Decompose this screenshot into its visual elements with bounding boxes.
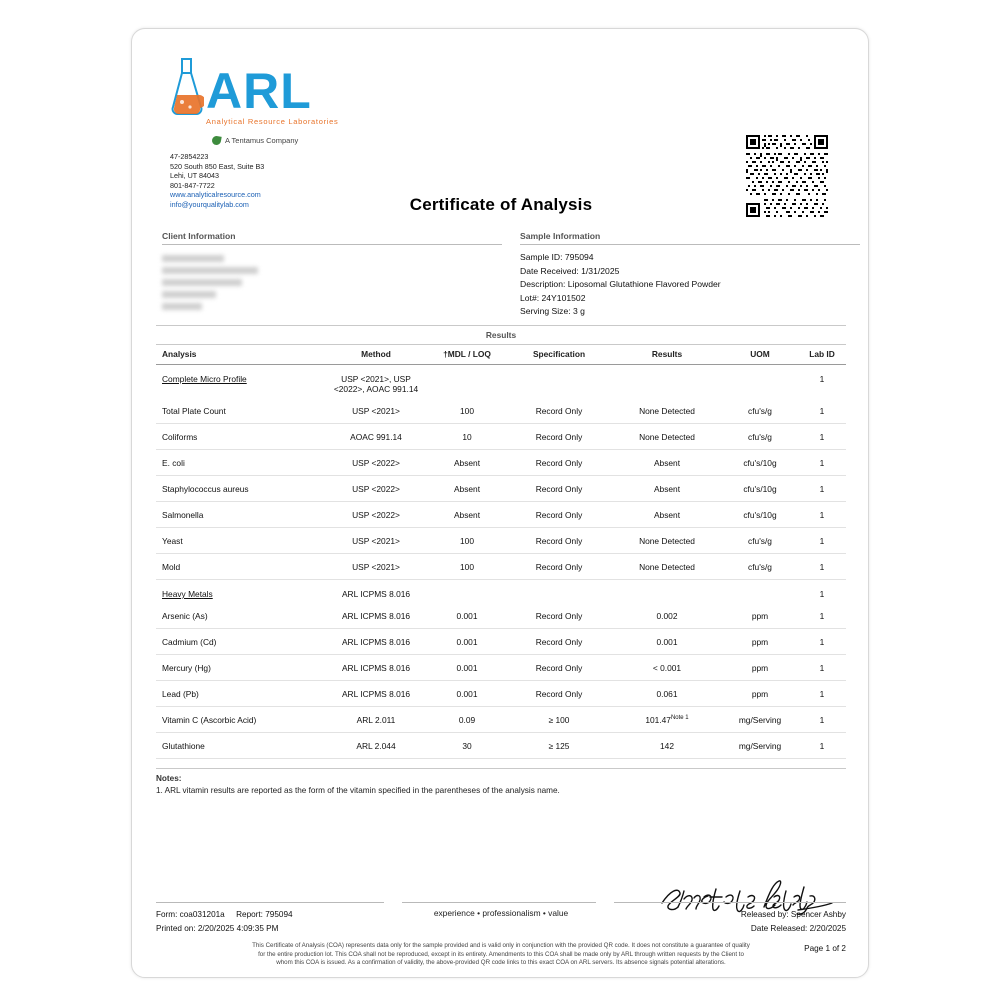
spec-cell: Record Only [506,398,612,424]
table-row [156,365,846,399]
footer-divider [156,902,846,903]
analysis-cell: Glutathione [156,733,324,759]
method-cell: ARL ICPMS 8.016 [324,681,428,707]
logo-wordmark: ARL [206,63,312,119]
table-row [156,603,846,629]
spec-cell: Record Only [506,655,612,681]
redacted-text [162,267,258,274]
table-row [156,398,846,424]
analysis-cell: Vitamin C (Ascorbic Acid) [156,707,324,733]
method-cell: USP <2021> [324,554,428,580]
leaf-icon [211,135,221,145]
results-table-body [156,365,846,759]
mdl-cell: Absent [428,476,506,502]
page-title: Certificate of Analysis [409,195,593,214]
mdl-cell: Absent [428,502,506,528]
account-number: 47-2854223 [170,152,209,161]
printed-on: Printed on: 2/20/2025 4:09:35 PM [156,924,279,934]
method-cell: ARL 2.011 [324,707,428,733]
spec-cell [506,365,612,399]
result-value: 101.47 [645,714,671,725]
redacted-text [162,303,202,310]
uom-cell: mg/Serving [722,733,798,759]
analysis-cell: Salmonella [156,502,324,528]
method-cell: AOAC 991.14 [324,424,428,450]
arl-logo [170,57,420,210]
mdl-cell: 0.001 [428,629,506,655]
result-cell: None Detected [612,398,722,424]
lab-id-cell: 1 [798,528,846,554]
lab-id-cell: 1 [798,733,846,759]
column-header-results: Results [612,345,722,365]
result-cell: Absent [612,450,722,476]
spec-cell [506,580,612,604]
mdl-cell: 100 [428,554,506,580]
results-table [156,344,846,759]
spec-cell: Record Only [506,554,612,580]
column-header-specification: Specification [506,345,612,365]
method-cell: USP <2021> [324,398,428,424]
company-tagline: experience • professionalism • value [433,908,569,919]
table-row [156,424,846,450]
results-band-label: Results [156,325,846,344]
lab-id-cell: 1 [798,655,846,681]
table-row [156,554,846,580]
result-note-marker: Note 1 [670,714,689,721]
information-section [156,231,846,323]
table-row [156,681,846,707]
spec-cell: Record Only [506,476,612,502]
mdl-cell: 30 [428,733,506,759]
uom-cell: cfu's/g [722,424,798,450]
column-header-uom: UOM [722,345,798,365]
table-row [156,476,846,502]
result-cell [612,365,722,399]
method-cell: ARL ICPMS 8.016 [324,629,428,655]
lab-id-cell: 1 [798,554,846,580]
lab-id-cell: 1 [798,450,846,476]
result-cell: < 0.001 [612,655,722,681]
analysis-cell: Staphylococcus aureus [156,476,324,502]
method-cell: ARL ICPMS 8.016 [324,655,428,681]
analysis-cell: Coliforms [156,424,324,450]
uom-cell [722,365,798,399]
uom-cell: ppm [722,629,798,655]
result-cell: Absent [612,502,722,528]
tentamus-line [212,136,420,145]
phone-number: 801-847-7722 [170,180,215,190]
result-cell: None Detected [612,554,722,580]
result-cell: 0.061 [612,681,722,707]
form-number: Form: coa031201a [156,910,225,920]
certificate-sheet [131,28,869,978]
analysis-cell: Total Plate Count [156,398,324,424]
analysis-cell: Arsenic (As) [156,603,324,629]
table-row [156,450,846,476]
column-header-mdl-loq: †MDL / LOQ [428,345,506,365]
table-row [156,528,846,554]
date-received: Date Received: 1/31/2025 [520,265,620,276]
mdl-cell: 100 [428,398,506,424]
analysis-cell: E. coli [156,450,324,476]
sample-information-heading: Sample Information [520,231,860,245]
uom-cell: ppm [722,655,798,681]
spec-cell: ≥ 125 [506,733,612,759]
client-information-body [162,245,502,310]
spec-cell: Record Only [506,528,612,554]
analysis-cell: Mercury (Hg) [156,655,324,681]
analysis-cell: Mold [156,554,324,580]
method-cell: ARL ICPMS 8.016 [341,589,411,599]
method-cell: USP <2022> [324,502,428,528]
uom-cell: cfu's/g [722,554,798,580]
lab-id-cell: 1 [798,476,846,502]
sample-id: Sample ID: 795094 [520,252,594,262]
note-item: 1. ARL vitamin results are reported as the form of the vitamin specified in the parentheses of the analysis name. [156,786,560,795]
lab-id-cell: 1 [798,603,846,629]
mdl-cell: 0.09 [428,707,506,733]
column-header-lab-id: Lab ID [798,345,846,365]
report-number: Report: 795094 [236,910,293,920]
analysis-cell: Lead (Pb) [156,681,324,707]
analysis-cell: Cadmium (Cd) [156,629,324,655]
column-header-method: Method [324,345,428,365]
result-cell [612,707,722,733]
analysis-group-label: Heavy Metals [162,589,213,599]
analysis-group-label: Complete Micro Profile [162,374,247,384]
table-row [156,629,846,655]
redacted-text [162,255,224,262]
document-footer [156,902,846,967]
lab-id-cell: 1 [819,589,825,599]
sample-information-panel [520,231,860,319]
lab-id-cell: 1 [798,629,846,655]
mdl-cell: 0.001 [428,655,506,681]
website-link[interactable]: www.analyticalresource.com [170,190,261,200]
method-cell: ARL 2.044 [324,733,428,759]
analysis-cell: Yeast [156,528,324,554]
mdl-cell [428,365,506,399]
street-address: 520 South 850 East, Suite B3 [170,161,265,171]
spec-cell: Record Only [506,424,612,450]
table-header-row [156,345,846,365]
mdl-cell: 100 [428,528,506,554]
footer-right [631,908,846,936]
serving-size: Serving Size: 3 g [520,306,585,316]
email-link[interactable]: info@yourqualitylab.com [170,199,249,209]
result-cell: Absent [612,476,722,502]
mdl-cell: Absent [428,450,506,476]
spec-cell: ≥ 100 [506,707,612,733]
uom-cell: cfu's/10g [722,450,798,476]
city-state-zip: Lehi, UT 84043 [170,171,220,181]
date-released: Date Released: 2/20/2025 [750,924,846,934]
table-row [156,655,846,681]
result-cell: None Detected [612,528,722,554]
document-header [156,47,846,227]
spec-cell: Record Only [506,629,612,655]
lot-number: Lot#: 24Y101502 [520,292,586,303]
flask-icon [170,57,204,115]
lab-id-cell: 1 [798,398,846,424]
mdl-cell: 0.001 [428,681,506,707]
logo-tagline: Analytical Resource Laboratories [206,117,339,126]
footer-left [156,908,371,936]
mdl-cell: 0.001 [428,603,506,629]
result-cell: 0.001 [612,629,722,655]
table-row [156,707,846,733]
method-cell: USP <2021>, USP <2022>, AOAC 991.14 [333,374,419,394]
spec-cell: Record Only [506,502,612,528]
client-information-heading: Client Information [162,231,502,245]
method-cell: USP <2021> [324,528,428,554]
method-cell: USP <2022> [324,450,428,476]
spec-cell: Record Only [506,681,612,707]
uom-cell: cfu's/10g [722,476,798,502]
redacted-text [162,291,216,298]
lab-id-cell: 1 [798,707,846,733]
lab-id-cell: 1 [819,374,825,384]
lab-id-cell: 1 [798,502,846,528]
uom-cell [722,580,798,604]
result-cell: None Detected [612,424,722,450]
tentamus-label: A Tentamus Company [225,136,299,145]
notes-section [156,768,846,795]
uom-cell: ppm [722,681,798,707]
mdl-cell [428,580,506,604]
result-cell: 142 [612,733,722,759]
column-header-analysis: Analysis [156,345,324,365]
method-cell: USP <2022> [324,476,428,502]
lab-id-cell: 1 [798,424,846,450]
redacted-text [162,279,242,286]
uom-cell: ppm [722,603,798,629]
uom-cell: cfu's/g [722,398,798,424]
spec-cell: Record Only [506,450,612,476]
notes-title: Notes: [156,774,182,783]
client-information-panel [162,231,502,315]
legal-fineprint: This Certificate of Analysis (COA) represents data only for the sample provided and is valid only in conjunction with the provided QR code. It does not constitute a guarantee of quality for the entire production lot. This COA shall not be reproduced, except in its entirety. Amendments to this COA shall be made only by ARL through written requests by the Client to whom this COA is issued. As a confirmation of validity, the above-provided QR code links to this exact COA on ARL servers. Its absence signals potential alterations. [252,942,750,966]
page-number: Page 1 of 2 [804,944,846,953]
table-row [156,733,846,759]
description: Description: Liposomal Glutathione Flavored Powder [520,279,721,289]
uom-cell: cfu's/10g [722,502,798,528]
result-cell [612,580,722,604]
mdl-cell: 10 [428,424,506,450]
sample-information-body [520,245,860,319]
uom-cell: mg/Serving [722,707,798,733]
method-cell: ARL ICPMS 8.016 [324,603,428,629]
released-by: Released by: Spencer Ashby [740,910,846,920]
lab-id-cell: 1 [798,681,846,707]
uom-cell: cfu's/g [722,528,798,554]
table-row [156,502,846,528]
table-row [156,580,846,604]
result-cell: 0.002 [612,603,722,629]
spec-cell: Record Only [506,603,612,629]
